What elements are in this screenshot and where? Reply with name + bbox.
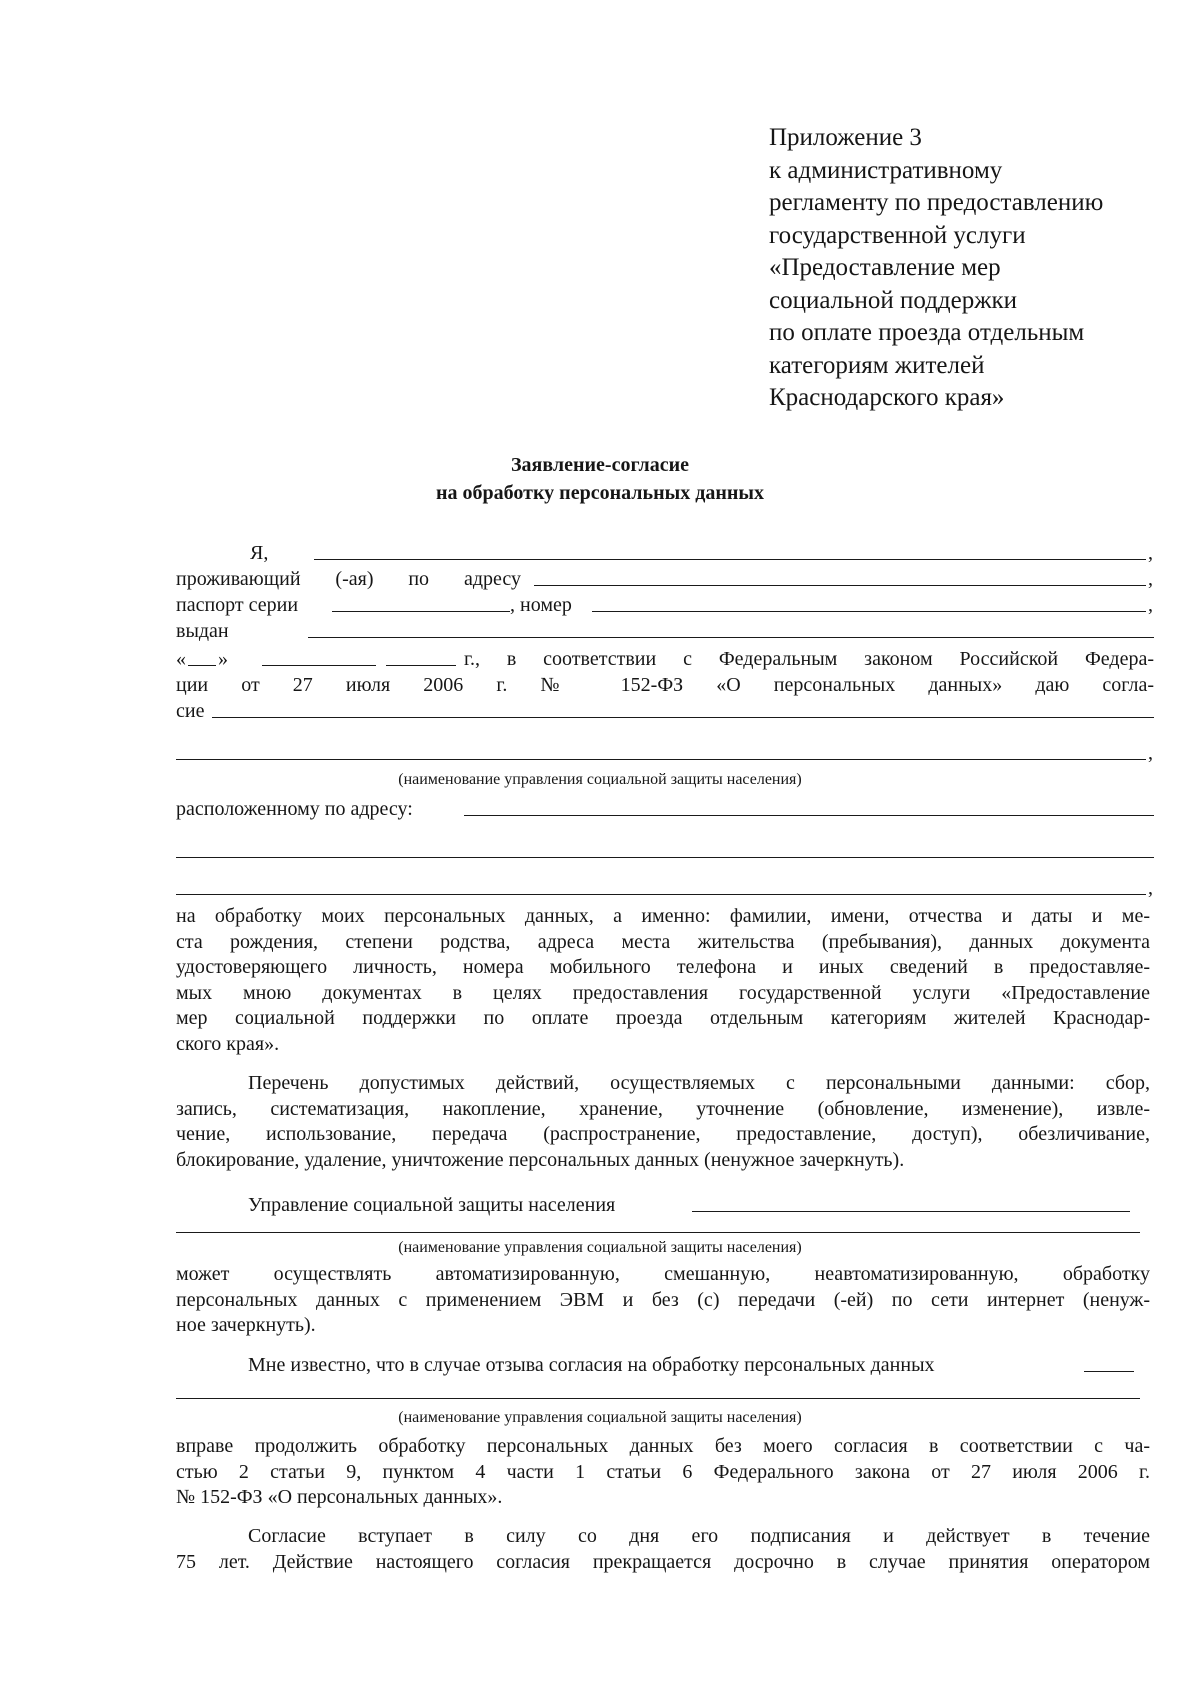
annex-line: Приложение 3 xyxy=(769,124,922,151)
usz-name-field[interactable] xyxy=(692,1192,1130,1212)
document-subtitle: на обработку персональных данных xyxy=(436,482,764,504)
form-row-passport xyxy=(176,592,1154,618)
paragraph-continue xyxy=(176,1434,1150,1511)
form-row-located xyxy=(176,796,1154,822)
annex-line: «Предоставление мер xyxy=(769,254,1001,281)
caption-usz: (наименование управления социальной защиты населения) xyxy=(398,1409,802,1426)
comma: , xyxy=(1148,568,1153,590)
caption-usz: (наименование управления социальной защиты населения) xyxy=(398,1239,802,1256)
text-line: стью 2 статьи 9, пунктом 4 части 1 статьи 6 Федерального закона от 27 июля 2006 г. xyxy=(176,1460,1150,1483)
label-ya: Я, xyxy=(250,542,269,564)
label-passport-series: паспорт серии xyxy=(176,594,299,616)
date-open-quote: « xyxy=(176,648,186,670)
comma: , xyxy=(1148,594,1153,616)
annex-header xyxy=(769,122,1169,415)
text-line: мер социальной поддержки по оплате проезда отдельным категориям жителей Краснодар- xyxy=(176,1007,1150,1029)
law-text-continued: ции от 27 июля 2006 г. № 152-ФЗ «О персональных данных» даю согла- xyxy=(176,674,1154,696)
annex-line: к административному xyxy=(769,156,1003,184)
month-field[interactable] xyxy=(262,646,376,666)
text-line: Перечень допустимых действий, осуществляемых с персональными данными: сбор, xyxy=(248,1072,1150,1094)
issued-by-field[interactable] xyxy=(308,618,1154,638)
org-name-field[interactable] xyxy=(176,740,1146,760)
text-line: запись, систематизация, накопление, хранение, уточнение (обновление, изменение), извле- xyxy=(176,1097,1150,1120)
passport-series-field[interactable] xyxy=(332,592,510,612)
form-row-usz xyxy=(176,1192,1154,1218)
label-located: расположенному по адресу: xyxy=(176,798,413,820)
form-row-date xyxy=(176,646,1154,672)
text-line: чение, использование, передача (распространение, предоставление, доступ), обезличивание, xyxy=(176,1123,1150,1145)
text-line: может осуществлять автоматизированную, смешанную, неавтоматизированную, обработку xyxy=(176,1263,1150,1285)
withdrawal-field[interactable] xyxy=(1084,1352,1134,1372)
date-close-quote: » xyxy=(218,648,228,670)
org-address-field[interactable] xyxy=(464,796,1154,816)
paragraph-processing xyxy=(176,1262,1150,1339)
form-row-withdrawal xyxy=(176,1352,1154,1378)
text-line: ста рождения, степени родства, адреса места жительства (пребывания), данных документа xyxy=(176,930,1150,953)
form-row-address xyxy=(176,566,1154,592)
label-usz: Управление социальной защиты населения xyxy=(248,1194,616,1216)
annex-line: социальной поддержки xyxy=(769,286,1018,314)
text-line: персональных данных с применением ЭВМ и без (с) передачи (-ей) по сети интернет (ненуж- xyxy=(176,1288,1150,1311)
text-line: на обработку моих персональных данных, а именно: фамилии, имени, отчества и даты и ме- xyxy=(176,905,1150,927)
form-row-address-2 xyxy=(176,838,1154,864)
text-line: удостоверяющего личность, номера мобильного телефона и иных сведений в предоставляе- xyxy=(176,956,1150,978)
day-field[interactable] xyxy=(188,646,216,666)
label-withdrawal: Мне известно, что в случае отзыва согласия на обработку персональных данных xyxy=(248,1354,935,1376)
name-field[interactable] xyxy=(314,540,1146,560)
comma: , xyxy=(1148,742,1153,764)
text-line: Согласие вступает в силу со дня его подписания и действует в течение xyxy=(248,1525,1150,1547)
form-row-law xyxy=(176,672,1154,698)
form-row-address-3 xyxy=(176,875,1154,901)
form-row-consent xyxy=(176,698,1154,724)
text-line: блокирование, удаление, уничтожение персональных данных (ненужное зачеркнуть). xyxy=(176,1148,905,1171)
document-title: Заявление-согласие xyxy=(510,454,690,476)
annex-line: по оплате проезда отдельным xyxy=(769,319,1085,346)
text-line: мых мною документах в целях предоставления государственной услуги «Предоставление xyxy=(176,981,1150,1004)
annex-line: категориям жителей xyxy=(769,351,985,379)
caption-usz: (наименование управления социальной защиты населения) xyxy=(398,771,802,788)
org-address-field-3[interactable] xyxy=(176,875,1146,895)
form-row-issued xyxy=(176,618,1154,644)
consent-recipient-field[interactable] xyxy=(212,698,1154,718)
paragraph-data-list xyxy=(176,904,1150,1057)
annex-line: государственной услуги xyxy=(769,221,1026,249)
annex-line: Краснодарского края» xyxy=(769,384,1005,411)
paragraph-actions xyxy=(176,1071,1150,1173)
label-address: проживающий (-ая) по адресу xyxy=(176,568,521,590)
form-row-name xyxy=(176,540,1154,566)
withdrawal-field-2[interactable] xyxy=(176,1398,1140,1399)
annex-line: регламенту по предоставлению xyxy=(769,189,1104,216)
text-line: вправе продолжить обработку персональных данных без моего согласия в соответствии с ча- xyxy=(176,1435,1150,1457)
org-address-field-2[interactable] xyxy=(176,838,1154,858)
comma: , xyxy=(1148,542,1153,564)
paragraph-validity xyxy=(176,1524,1150,1575)
year-field[interactable] xyxy=(386,646,456,666)
text-line: ского края». xyxy=(176,1032,280,1055)
text-line: 75 лет. Действие настоящего согласия прекращается досрочно в случае принятия оператором xyxy=(176,1550,1150,1573)
law-text: г., в соответствии с Федеральным законом Российской Федера- xyxy=(464,648,1154,670)
text-line: № 152-ФЗ «О персональных данных». xyxy=(176,1486,503,1508)
usz-name-field-2[interactable] xyxy=(176,1232,1140,1233)
passport-number-field[interactable] xyxy=(592,592,1146,612)
label-consent: сие xyxy=(176,700,205,722)
label-issued: выдан xyxy=(176,620,229,642)
form-row-org xyxy=(176,740,1154,766)
label-number: , номер xyxy=(510,594,572,616)
address-field[interactable] xyxy=(534,566,1146,586)
comma: , xyxy=(1148,877,1153,899)
text-line: ное зачеркнуть). xyxy=(176,1314,316,1336)
